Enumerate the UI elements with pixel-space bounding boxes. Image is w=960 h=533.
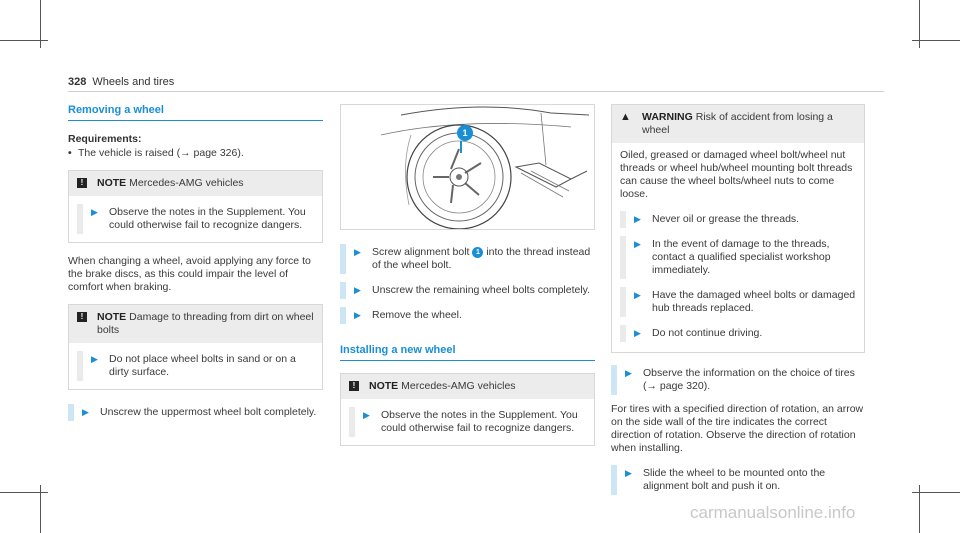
warning-step-text: In the event of damage to the threads, contact a qualified specialist workshop immediately. [652, 238, 831, 276]
step-arrow-icon: ▶ [634, 328, 641, 338]
step-observe-tires [611, 365, 865, 395]
step-remove-wheel [340, 307, 595, 324]
requirement-item [68, 147, 323, 160]
note-heading: Mercedes-AMG vehicles [129, 177, 244, 189]
step-text: Unscrew the uppermost wheel bolt completely. [100, 406, 317, 418]
note-box-amg [68, 170, 323, 243]
column-2 [340, 104, 595, 458]
step-arrow-icon: ▶ [91, 207, 98, 217]
step-arrow-icon: ▶ [354, 285, 361, 295]
warning-step-text: Never oil or grease the threads. [652, 213, 800, 225]
page-header [68, 76, 174, 89]
note-header [69, 171, 322, 196]
note-step [77, 351, 314, 381]
note-heading: Damage to threading from dirt on wheel bolts [97, 311, 314, 336]
note-step-text: Observe the notes in the Supplement. You could otherwise fail to recognize dangers. [381, 409, 578, 434]
crop-mark [912, 40, 960, 41]
note-box-threading [68, 304, 323, 390]
figure-callout-number: 1 [462, 128, 468, 138]
note-header [69, 305, 322, 343]
step-text: Unscrew the remaining wheel bolts completely. [372, 284, 591, 296]
note-label: NOTE [97, 311, 127, 323]
step-arrow-icon: ▶ [91, 354, 98, 364]
step-arrow-icon: ▶ [363, 410, 370, 420]
warning-step [620, 287, 856, 317]
column-1 [68, 104, 323, 429]
wheel-illustration [340, 104, 595, 230]
page-header-title: Wheels and tires [92, 76, 175, 88]
note-box-amg-2 [340, 373, 595, 446]
note-step [349, 407, 586, 437]
warning-step [620, 236, 856, 279]
warning-label: WARNING [642, 111, 693, 123]
step-unscrew-uppermost [68, 404, 323, 421]
callout-badge: 1 [472, 247, 483, 258]
step-arrow-icon: ▶ [354, 247, 361, 257]
page-number: 328 [68, 76, 87, 88]
step-arrow-icon: ▶ [354, 310, 361, 320]
exclamation-icon: ! [77, 312, 87, 322]
warning-step [620, 325, 856, 342]
requirements-title: Requirements: [68, 133, 142, 145]
step-slide-wheel [611, 465, 865, 495]
wheel-drawing [341, 105, 595, 230]
note-step [77, 204, 314, 234]
step-text: into the thread instead of the wheel bolt. [372, 246, 591, 271]
warning-step-text: Have the damaged wheel bolts or damaged hub threads replaced. [652, 289, 856, 314]
exclamation-icon: ! [77, 178, 87, 188]
section-title-installing: Installing a new wheel [340, 344, 595, 361]
bullet-dot: • [68, 147, 72, 159]
step-unscrew-remaining [340, 282, 595, 299]
section-title-removing: Removing a wheel [68, 104, 323, 121]
step-arrow-icon: ▶ [634, 214, 641, 224]
note-step-text: Observe the notes in the Supplement. You could otherwise fail to recognize dangers. [109, 206, 306, 231]
step-text: Remove the wheel. [372, 309, 462, 321]
note-body [69, 343, 322, 389]
warning-header [612, 105, 864, 143]
note-step-text: Do not place wheel bolts in sand or on a dirty surface. [109, 353, 296, 378]
note-label: NOTE [369, 380, 399, 392]
note-heading: Mercedes-AMG vehicles [401, 380, 516, 392]
warning-heading: Risk of accident from losing a wheel [642, 111, 833, 136]
column-3 [611, 104, 865, 503]
note-label: NOTE [97, 177, 127, 189]
note-body [341, 399, 594, 445]
step-arrow-icon: ▶ [625, 368, 632, 378]
note-body [69, 196, 322, 242]
header-rule [68, 91, 884, 92]
step-arrow-icon: ▶ [625, 468, 632, 478]
crop-mark [0, 40, 48, 41]
warning-step-text: Do not continue driving. [652, 327, 763, 339]
step-arrow-icon: ▶ [634, 290, 641, 300]
note-header [341, 374, 594, 399]
step-text: Observe the information on the choice of tires (→ page 320). [643, 367, 855, 392]
warning-text: Oiled, greased or damaged wheel bolt/wheel nut threads or wheel hub/wheel mounting bolt threads can cause the wheel bolts/wheel nuts to come loose. [620, 149, 853, 200]
rotation-paragraph: For tires with a specified direction of rotation, an arrow on the side wall of the tire indicates the correct direction of rotation. Observe the direction of rotation when installing. [611, 403, 864, 454]
step-arrow-icon: ▶ [634, 239, 641, 249]
step-text: Screw alignment bolt [372, 246, 470, 258]
warning-box [611, 104, 865, 353]
crop-mark [0, 492, 48, 493]
step-text: Slide the wheel to be mounted onto the alignment bolt and push it on. [643, 467, 826, 492]
warning-step [620, 211, 856, 228]
exclamation-icon: ! [349, 381, 359, 391]
warning-triangle-icon: ▲ [620, 111, 631, 123]
watermark: carmanualsonline.info [690, 503, 856, 522]
requirement-text: The vehicle is raised (→ page 326). [78, 147, 244, 159]
step-arrow-icon: ▶ [82, 407, 89, 417]
brake-paragraph: When changing a wheel, avoid applying any force to the brake discs, as this could impair the level of comfort when braking. [68, 255, 311, 293]
step-screw-alignment-bolt [340, 244, 595, 274]
warning-body [612, 143, 864, 352]
crop-mark [912, 492, 960, 493]
